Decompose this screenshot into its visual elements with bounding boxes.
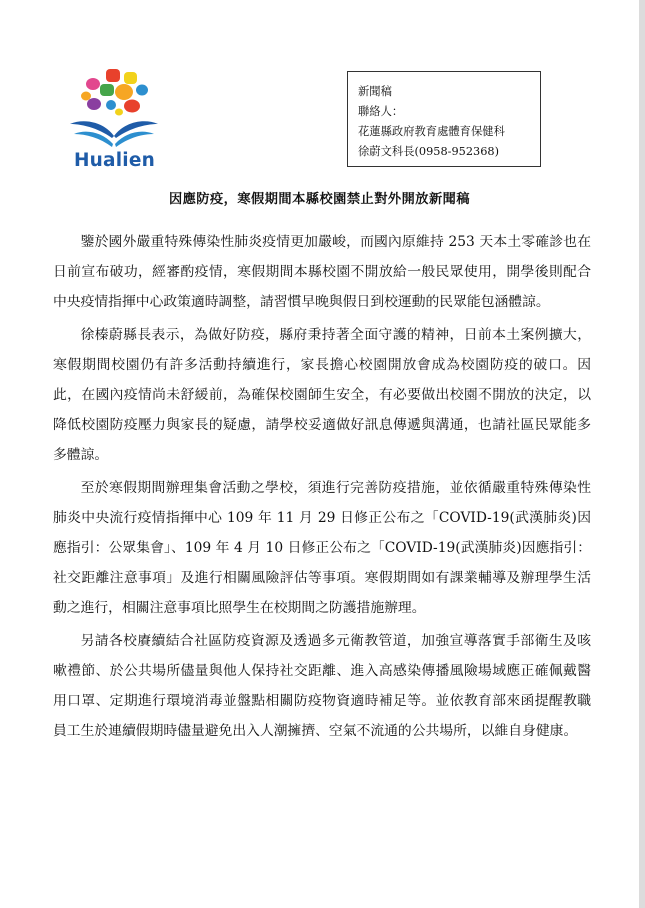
paragraph-4: 另請各校賡續結合社區防疫資源及透過多元衛教管道，加強宣導落實手部衛生及咳嗽禮節、於公共場所儘量與他人保持社交距離、進入高感染傳播風險場域應正確佩戴醫用口罩、定期進行環境消毒並盤點相關防疫物資適時補足等。並依教育部來函提醒教職員工生於連續假期時儘量避免出入人潮擁擠、空氣不流通的公共場所，以維自身健康。 <box>53 633 591 739</box>
paragraph-1: 鑒於國外嚴重特殊傳染性肺炎疫情更加嚴峻，而國內原維持 253 天本土零確診也在日前宣布破功，經審酌疫情，寒假期間本縣校園不開放給一般民眾使用，開學後則配合中央疫情指揮中心政策適時調整，請習慣早晚與假日到校運動的民眾能包涵體諒。 <box>53 234 591 310</box>
contact-label: 聯絡人： <box>358 105 404 118</box>
page-edge-shadow <box>639 0 645 908</box>
contact-heading: 新聞稿 <box>358 85 392 98</box>
contact-box <box>347 71 541 167</box>
logo-text: Hualien <box>74 150 155 171</box>
paragraph-2: 徐榛蔚縣長表示，為做好防疫，縣府秉持著全面守護的精神，日前本土案例擴大，寒假期間校園仍有許多活動持續進行，家長擔心校園開放會成為校園防疫的破口。因此，在國內疫情尚未舒緩前，為確保校園師生安全，有必要做出校園不開放的決定，以降低校園防疫壓力與家長的疑慮，請學校妥適做好訊息傳遞與溝通，也請社區民眾能多多體諒。 <box>53 327 591 463</box>
contact-person: 徐蔚文科長(0958-952368) <box>358 145 499 158</box>
paragraph-3: 至於寒假期間辦理集會活動之學校，須進行完善防疫措施，並依循嚴重特殊傳染性肺炎中央流行疫情指揮中心 109 年 11 月 29 日修正公布之「COVID-19(武漢肺炎)因應指引：公眾集會」、109 年 4 月 10 日修正公布之「COVID-19(武漢肺炎)因應指引：社交距離注意事項」及進行相關風險評估等事項。寒假期間如有課業輔導及辦理學生活動之進行，相關注意事項比照學生在校期間之防護措施辦理。 <box>53 480 591 616</box>
press-release-body <box>53 228 591 750</box>
page-title: 因應防疫，寒假期間本縣校園禁止對外開放新聞稿 <box>168 192 471 207</box>
contact-department: 花蓮縣政府教育處體育保健科 <box>358 125 505 138</box>
